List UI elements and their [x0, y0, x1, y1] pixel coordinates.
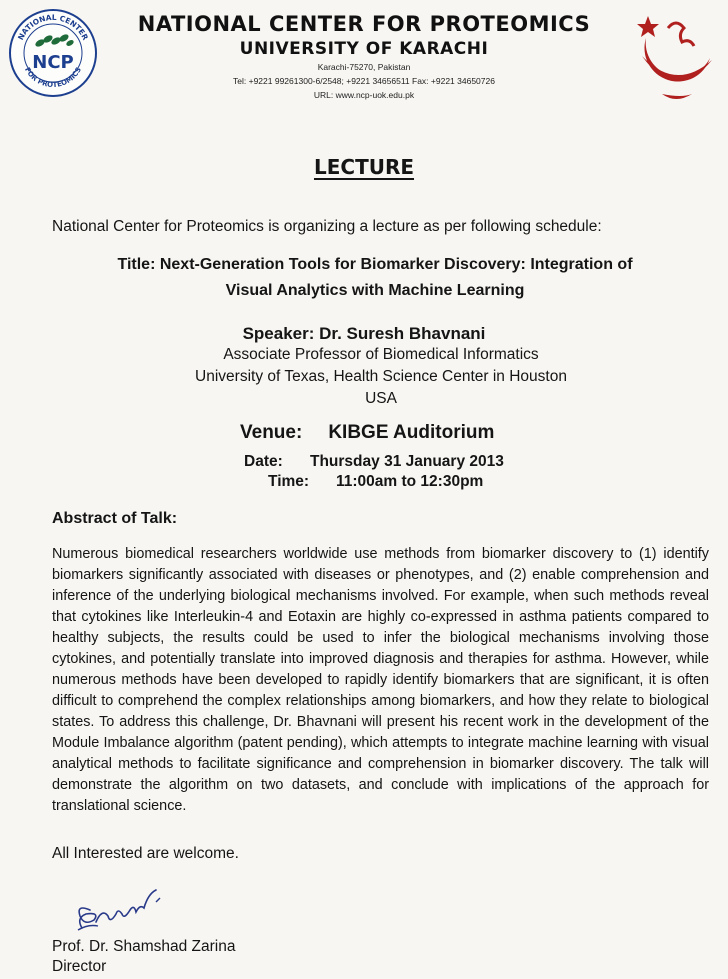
document-heading: LECTURE	[313, 155, 415, 179]
venue-value: KIBGE Auditorium	[328, 422, 495, 443]
website-line: URL: www.ncp-uok.edu.pk	[313, 90, 415, 100]
contact-line: Tel: +9221 99261300-6/2548; +9221 34656511 Fax: +9221 34650726	[233, 76, 495, 86]
welcome-text: All Interested are welcome.	[52, 845, 239, 862]
talk-title-line-1: Title: Next-Generation Tools for Biomarker Discovery: Integration of	[117, 256, 633, 273]
organization-name: NATIONAL CENTER FOR PROTEOMICS	[137, 12, 591, 36]
talk-title-line-2: Visual Analytics with Machine Learning	[225, 282, 525, 299]
address-line: Karachi-75270, Pakistan	[317, 62, 411, 72]
time-label: Time:	[268, 473, 310, 490]
date-value: Thursday 31 January 2013	[310, 453, 504, 470]
date-label: Date:	[244, 453, 283, 470]
speaker-country: USA	[365, 390, 397, 407]
speaker-institution: University of Texas, Health Science Center in Houston	[195, 368, 567, 385]
star-icon	[637, 16, 659, 37]
abstract-heading: Abstract of Talk:	[52, 510, 178, 527]
university-emblem-logo	[632, 8, 720, 108]
logo-arc-bottom: FOR PROTEOMICS	[23, 66, 83, 90]
abstract-body: Numerous biomedical researchers worldwide use methods from biomarker discovery to (1) identify biomarkers significantly associated with diseases or phenotypes, and (2) enable comprehension and inference of the underlying biological mechanisms involved. For example, when such methods reveal that cytokines like Interleukin-4 and Eotaxin are highly co-expressed in asthma patients compared to healthy subjects, the results could be used to infer the biological mechanisms involving those cytokines, and potentially translate into improved diagnosis and therapies for asthma. However, while numerous methods have been developed to rapidly identify biomarkers that are significant, it is often difficult to comprehend the complex relationships among biomarkers, and how they relate to biological states. To address this challenge, Dr. Bhavnani will present his recent work in the development of the Module Imbalance algorithm (patent pending), which attempts to integrate machine learning with visual analytical methods to facilitate significance and comprehension in biomarker discovery. The talk will demonstrate the algorithm on two datasets, and conclude with implications of the approach for translational science.	[52, 546, 709, 814]
speaker-position: Associate Professor of Biomedical Informatics	[223, 346, 539, 363]
ncp-logo	[8, 8, 98, 98]
logo-arc-top: NATIONAL CENTER	[16, 12, 90, 42]
time-value: 11:00am to 12:30pm	[336, 473, 484, 490]
university-name: UNIVERSITY OF KARACHI	[239, 39, 489, 59]
intro-text: National Center for Proteomics is organizing a lecture as per following schedule:	[52, 218, 602, 235]
signatory-name: Prof. Dr. Shamshad Zarina	[52, 938, 236, 955]
venue-row	[240, 422, 494, 444]
signatory-role: Director	[52, 958, 107, 975]
speaker-name: Speaker: Dr. Suresh Bhavnani	[242, 324, 486, 343]
logo-acronym: NCP	[32, 52, 74, 73]
venue-label: Venue:	[240, 422, 303, 443]
